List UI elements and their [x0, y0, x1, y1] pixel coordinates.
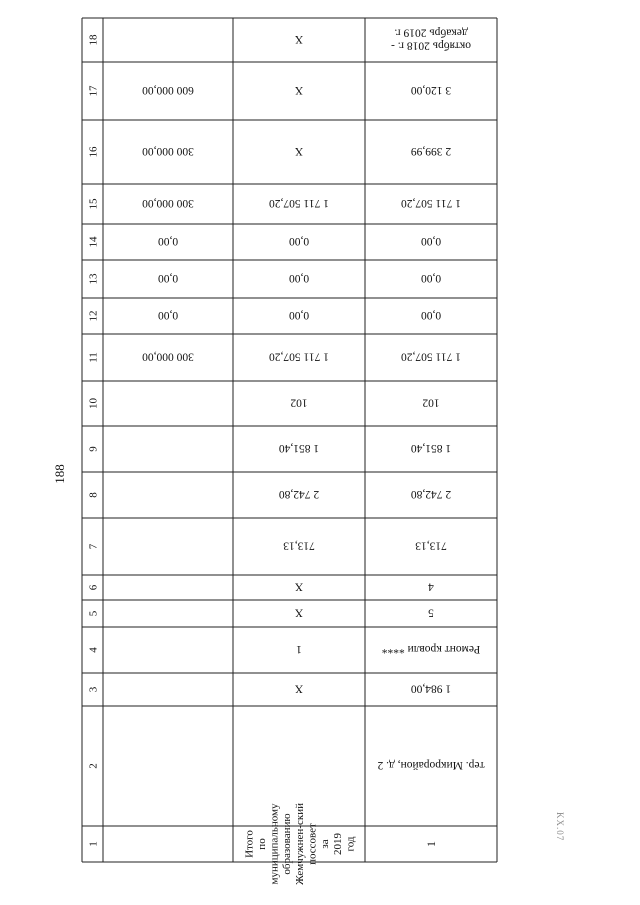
data-row-cell-1: [424, 841, 438, 847]
total-row-cell-3: [294, 682, 303, 694]
data-row-cell-6: [428, 580, 434, 592]
total-row-cell-12: [289, 309, 309, 321]
total-row-cell-16: [294, 145, 303, 157]
svg-text:15: 15: [87, 198, 100, 210]
column-number-15: [87, 198, 99, 210]
svg-text:0,00: 0,00: [288, 308, 310, 321]
svg-text:0,00: 0,00: [420, 308, 442, 321]
svg-text:Х: Х: [294, 682, 304, 695]
svg-text:5: 5: [87, 610, 100, 617]
svg-text:Итогопомуниципальномуобразован: ИтогопомуниципальномуобразованиюЖемчужнен-скийпоссоветза2019год: [243, 803, 357, 885]
total-row-cell-7: [283, 539, 315, 551]
svg-text:Х: Х: [294, 606, 304, 619]
svg-text:8: 8: [87, 492, 100, 498]
svg-text:Ремонт кровли ****: Ремонт кровли ****: [381, 642, 481, 655]
svg-text:1 711 507,20: 1 711 507,20: [401, 350, 461, 363]
blank-row-cell-12: [158, 309, 178, 321]
svg-text:0,00: 0,00: [157, 308, 179, 321]
svg-text:3: 3: [87, 686, 100, 693]
column-number-13: [87, 273, 99, 285]
total-row-cell-6: [294, 580, 303, 592]
data-row-cell-7: [415, 539, 447, 551]
column-number-3: [87, 686, 99, 692]
data-row-cell-18: [391, 26, 471, 51]
svg-text:0,00: 0,00: [420, 234, 442, 247]
svg-text:600 000,00: 600 000,00: [142, 83, 194, 96]
total-row-cell-4: [296, 643, 302, 655]
data-row-cell-5: [428, 606, 434, 618]
svg-text:1: 1: [87, 841, 100, 847]
svg-text:3 120,00: 3 120,00: [410, 83, 452, 96]
column-number-8: [87, 492, 99, 498]
svg-text:Х: Х: [294, 83, 304, 96]
data-row-cell-12: [421, 309, 441, 321]
svg-text:2: 2: [87, 763, 100, 769]
data-row-cell-13: [421, 272, 441, 284]
column-number-6: [87, 584, 99, 590]
svg-text:300 000,00: 300 000,00: [142, 144, 194, 157]
svg-text:1 851,40: 1 851,40: [278, 441, 320, 454]
total-row-cell-15: [269, 197, 329, 209]
data-row-cell-9: [411, 442, 452, 454]
svg-text:октябрь 2018 г. -декабрь 2019: октябрь 2018 г. -декабрь 2019 г.: [391, 26, 471, 52]
total-row-cell-14: [289, 235, 309, 247]
total-row-cell-10: [290, 396, 308, 408]
column-number-5: [87, 610, 99, 616]
svg-text:2 742,80: 2 742,80: [278, 487, 320, 500]
svg-text:1 711 507,20: 1 711 507,20: [401, 196, 461, 209]
svg-text:300 000,00: 300 000,00: [142, 350, 194, 363]
total-row-cell-17: [294, 84, 303, 96]
svg-text:7: 7: [87, 543, 100, 550]
svg-text:1 711 507,20: 1 711 507,20: [269, 196, 329, 209]
svg-text:5: 5: [428, 606, 434, 619]
svg-text:17: 17: [87, 85, 100, 97]
page-number: 188: [52, 464, 67, 484]
total-row-cell-8: [279, 488, 320, 500]
svg-text:102: 102: [290, 396, 308, 409]
column-number-17: [87, 85, 99, 97]
svg-text:9: 9: [87, 446, 100, 452]
svg-text:0,00: 0,00: [157, 234, 179, 247]
svg-text:Х: Х: [294, 580, 304, 593]
svg-text:4: 4: [428, 580, 434, 593]
svg-text:4: 4: [87, 647, 100, 653]
total-row-cell-9: [279, 442, 320, 454]
column-number-12: [87, 311, 99, 322]
svg-text:2 399,99: 2 399,99: [410, 144, 452, 157]
svg-text:18: 18: [87, 34, 100, 46]
blank-row-cell-16: [142, 145, 194, 157]
svg-text:11: 11: [87, 352, 100, 363]
svg-text:713,13: 713,13: [415, 539, 447, 552]
svg-text:1: 1: [424, 841, 439, 847]
blank-row-cell-15: [142, 197, 194, 209]
column-number-2: [87, 763, 99, 769]
column-number-9: [87, 446, 99, 452]
column-number-10: [87, 398, 99, 410]
svg-text:0,00: 0,00: [420, 271, 442, 284]
svg-text:16: 16: [87, 146, 100, 158]
column-number-16: [87, 146, 99, 158]
data-row-cell-2: [377, 759, 484, 771]
blank-row-cell-13: [158, 272, 178, 284]
svg-text:13: 13: [87, 273, 100, 285]
total-row-cell-18: [294, 33, 303, 45]
data-row-cell-10: [422, 396, 440, 408]
column-number-7: [87, 543, 99, 549]
data-row-cell-8: [411, 488, 452, 500]
column-number-14: [87, 236, 99, 248]
svg-text:0,00: 0,00: [157, 271, 179, 284]
svg-text:тер. Микрорайон, д. 2: тер. Микрорайон, д. 2: [377, 758, 485, 771]
data-row-cell-11: [401, 350, 461, 362]
data-row-cell-4: [381, 643, 480, 655]
svg-text:Х: Х: [294, 32, 304, 45]
svg-text:2 742,80: 2 742,80: [410, 487, 452, 500]
svg-text:14: 14: [87, 236, 100, 248]
column-number-4: [87, 647, 99, 653]
total-row-cell-11: [269, 350, 329, 362]
archive-stamp: KX.07: [555, 812, 565, 842]
blank-row-cell-11: [142, 350, 194, 362]
column-number-1: [87, 841, 99, 847]
data-row-cell-15: [401, 197, 461, 209]
total-row-cell-5: [294, 606, 303, 618]
svg-text:1 984,00: 1 984,00: [410, 682, 452, 695]
blank-row-cell-17: [142, 84, 194, 96]
svg-text:300 000,00: 300 000,00: [142, 196, 194, 209]
svg-text:10: 10: [87, 398, 100, 409]
svg-text:0,00: 0,00: [288, 234, 310, 247]
blank-row-cell-14: [158, 235, 178, 247]
svg-text:102: 102: [422, 396, 440, 409]
svg-text:713,13: 713,13: [283, 539, 315, 552]
column-number-18: [87, 34, 99, 46]
svg-text:Х: Х: [294, 144, 304, 157]
data-row-cell-3: [411, 682, 452, 694]
svg-text:12: 12: [87, 310, 100, 322]
svg-text:1: 1: [296, 642, 302, 655]
total-row-cell-1: [243, 803, 356, 885]
svg-text:1 851,40: 1 851,40: [410, 441, 452, 454]
data-row-cell-17: [411, 84, 452, 96]
total-row-cell-13: [289, 272, 309, 284]
column-number-11: [87, 352, 99, 363]
data-row-cell-14: [421, 235, 441, 247]
svg-text:6: 6: [87, 584, 100, 591]
svg-text:1 711 507,20: 1 711 507,20: [269, 350, 329, 363]
data-row-cell-16: [411, 145, 452, 157]
svg-text:0,00: 0,00: [288, 271, 310, 284]
